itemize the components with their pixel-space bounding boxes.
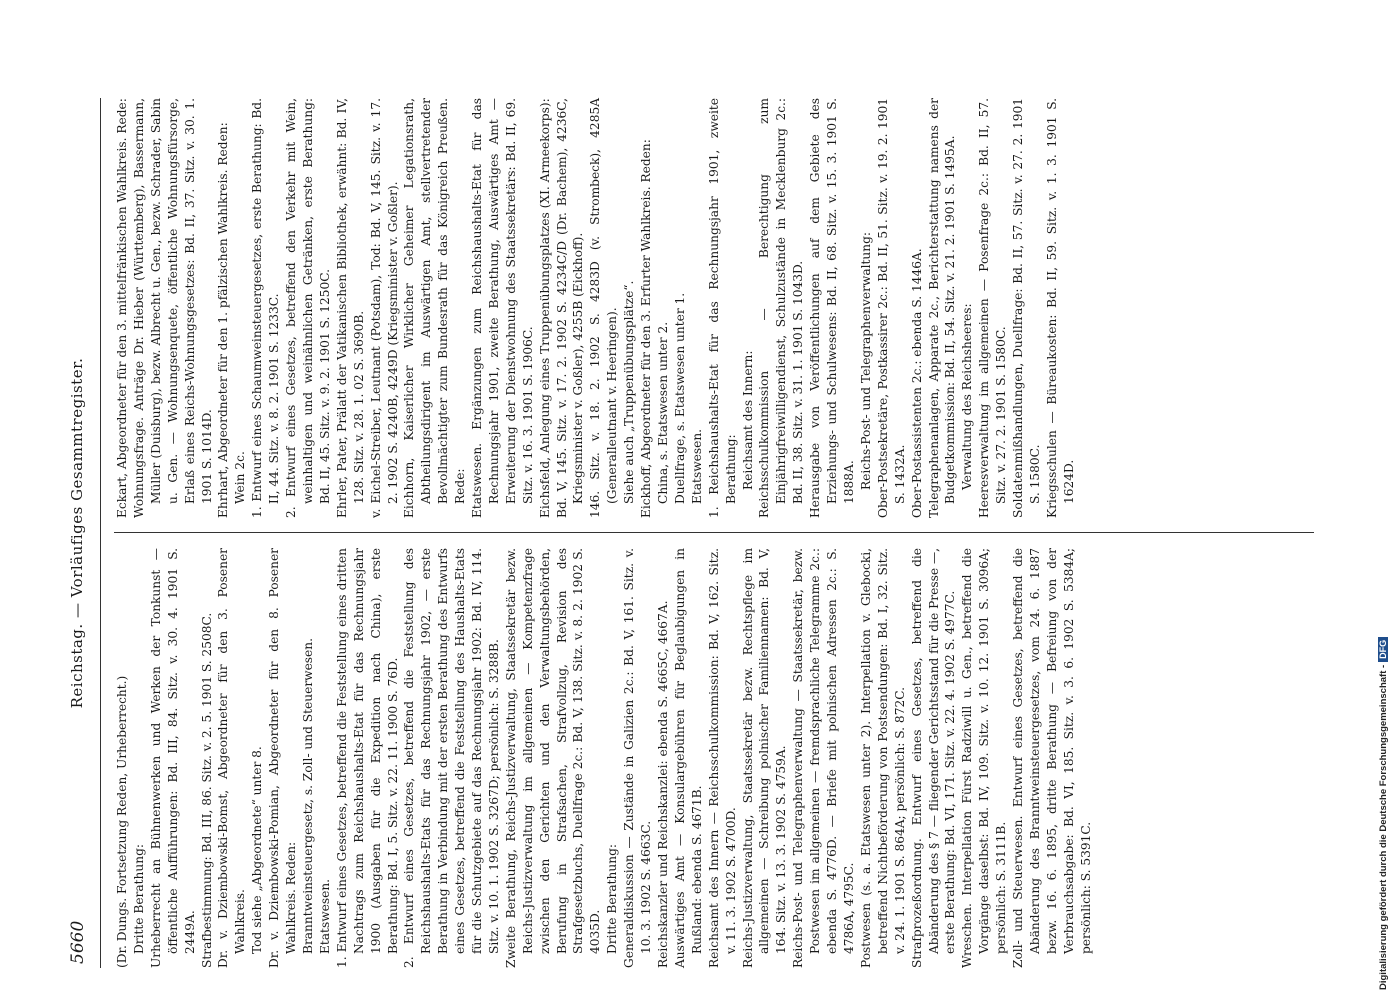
entry: Dr. v. Dziembowski-Pomian, Abgeordneter für den 8. Posener Wahlkreis. Reden:: [267, 548, 299, 968]
page-number: 5660: [68, 920, 88, 964]
entry: Wohnungsfrage. Anträge Dr. Hieber (Württemberg), Bassermann, Müller (Duisburg), bezw. Albrecht u. Gen., bezw. Schrader, Sabin u. Gen. — Wohnungsenquete, öffentliche Wohnungsfürsorge, Erlaß eines Reichs-Wohnungsgesetzes: Bd. II, 37. Sitz. v. 30. 1. 1901 S. 1014D.: [131, 98, 214, 518]
entry: Strafprozeßordnung. Entwurf eines Gesetzes, betreffend die Abänderung des § 7 — fliegender Gerichtsstand für die Presse —, erste Berathung: Bd. VI, 171. Sitz. v. 22. 4. 1902 S. 4977C.: [909, 548, 958, 968]
running-title: Reichstag. — Vorläufiges Gesammtregister.: [68, 357, 86, 709]
entry: Ehrhart, Abgeordneter für den 1. pfälzischen Wahlkreis. Reden:: [216, 122, 231, 518]
entry: Auswärtiges Amt — Konsulargebühren für Beglaubigungen in Rußland: ebenda S. 4671B.: [672, 548, 704, 968]
entry: Reichsamt des Innern:: [740, 350, 755, 490]
entry: 1. Entwurf eines Schaumweinsteuergesetzes, erste Berathung: Bd. II, 44. Sitz. v. 8. 2. 1901 S. 1233C.: [250, 98, 282, 518]
entry: 1. Entwurf eines Gesetzes, betreffend die Feststellung eines dritten Nachtrags zum Reichshaushalts-Etat für das Rechnungsjahr 1900 (Ausgaben für die Expedition nach China), erste Berathung: Bd. I, 5. Sitz. v. 22. 11. 1900 S. 76D.: [334, 548, 400, 968]
entry: Zweite Berathung, Reichs-Justizverwaltung, Staatssekretär bezw. Reichs-Justizverwaltung im allgemeinen — Kompetenzfrage zwischen den Gerichten und den Verwaltungsbehörden, Berufung in Strafsachen, Strafvollzug, Revision des Strafgesetzbuchs, Duellfrage 2c.: Bd. V, 138. Sitz. v. 8. 2. 1902 S. 4035D.: [503, 548, 603, 968]
entry: Zoll- und Steuerwesen. Entwurf eines Gesetzes, betreffend die Abänderung des Branntweinsteuergesetzes, vom 24. 6. 1887 bezw. 16. 6. 1895, dritte Berathung — Befreiung von der Verbrauchsabgabe: Bd. VI, 185. Sitz. v. 3. 6. 1902 S. 5384A; persönlich: S. 5391C.: [1011, 548, 1093, 968]
entry: Wreschen. Interpellation Fürst Radziwill u. Gen., betreffend die Vorgänge daselbst: Bd. IV, 109. Sitz. v. 10. 12. 1901 S. 3096A; persönlich: S. 3111B.: [960, 548, 1009, 968]
entry: Siehe auch „Truppenübungsplätze“.: [622, 280, 637, 504]
entry: Ober-Postsekretäre, Postkassirer 2c.: Bd. II, 51. Sitz. v. 19. 2. 1901 S. 1432A.: [875, 98, 907, 518]
entry: v. Eichel-Streiber, Leutnant (Potsdam), Tod: Bd. V, 145. Sitz. v. 17. 2. 1902 S. 4240B, 4249D (Kriegsminister v. Goßler).: [368, 98, 400, 518]
page-header: [60, 98, 100, 968]
entry: Dr. v. Dziembowski-Bomst, Abgeordneter für den 3. Posener Wahlkreis.: [216, 548, 248, 968]
header-rule: [100, 98, 101, 968]
entry: Dritte Berathung:: [131, 844, 146, 954]
entry: Herausgabe von Veröffentlichungen auf dem Gebiete des Erziehungs- und Schulwesens: Bd. II, 68. Sitz. v. 15. 3. 1901 S. 1888A.: [808, 98, 856, 518]
entry: Postwesen (s. a. Etatswesen unter 2). Interpellation v. Glebocki, betreffend Nichtbeförderung von Postsendungen: Bd. I, 32. Sitz. v. 24. 1. 1901 S. 864A; persönlich: S. 872C.: [858, 548, 907, 968]
entry: Etatswesen. Ergänzungen zum Reichshaushalts-Etat für das Rechnungsjahr 1901, zweite Berathung, Auswärtiges Amt — Erweiterung der Dienstwohnung des Staatssekretärs: Bd. II, 69. Sitz. v. 16. 3. 1901 S. 1906C.: [470, 98, 535, 518]
entry: Eickhoff, Abgeordneter für den 3. Erfurter Wahlkreis. Reden:: [639, 139, 654, 518]
entry: Kriegsschulen — Büreaukosten: Bd. II, 59. Sitz. v. 1. 3. 1901 S. 1624D.: [1044, 98, 1076, 518]
entry: Eckart, Abgeordneter für den 3. mittelfränkischen Wahlkreis. Rede:: [115, 98, 129, 518]
digitization-note: [1378, 90, 1394, 990]
entry: Etatswesen.: [689, 428, 704, 504]
entry: Duellfrage, s. Etatswesen unter 1.: [672, 292, 687, 504]
entry: Reichs-Justizverwaltung, Staatssekretär bezw. Rechtspflege im allgemeinen — Schreibung polnischer Familiennamen: Bd. V, 164. Sitz. v. 13. 3. 1902 S. 4759A.: [740, 548, 789, 968]
entry: 2. Entwurf eines Gesetzes, betreffend den Verkehr mit Wein, weinhaltigen und weinähnlichen Getränken, erste Berathung: Bd. II, 45. Sitz. v. 9. 2. 1901 S. 1250C.: [284, 98, 332, 518]
entry: Urheberrecht an Bühnenwerken und Werken der Tonkunst — öffentliche Aufführungen: Bd. III, 84. Sitz. v. 30. 4. 1901 S. 2449A.: [148, 548, 197, 968]
entry: Etatswesen.: [317, 878, 332, 954]
entry: Reichsamt des Innern — Reichsschulkommission: Bd. V, 162. Sitz. v. 11. 3. 1902 S. 4700D.: [706, 548, 738, 968]
entry: China, s. Etatswesen unter 2.: [656, 321, 670, 504]
entry: Ober-Postassistenten 2c.: ebenda S. 1446A.: [909, 248, 924, 518]
entry: 2. Entwurf eines Gesetzes, betreffend die Feststellung des Reichshaushalts-Etats für das Rechnungsjahr 1902, — erste Berathung in Verbindung mit der ersten Berathung des Entwurfs eines Gesetzes, betreffend die Feststellung des Haushalts-Etats für die Schutzgebiete auf das Rechnungsjahr 1902: Bd. IV, 114. Sitz. v. 10. 1. 1902 S. 3267D; persönlich: S. 3288B.: [402, 548, 501, 968]
entry: Wein 2c.: [233, 451, 248, 504]
entry: Eichhorn, Kaiserlicher Wirklicher Geheimer Legationsrath, Abtheilungsdirigent im Auswärtigen Amt, stellvertretender Bevollmächtigter zum Bundesrath für das Königreich Preußen. Rede:: [402, 98, 468, 518]
digitization-note-text: Digitalisierung gefördert durch die Deutsche Forschungsgemeinschaft -: [1378, 664, 1389, 990]
column-rule: [114, 532, 1314, 533]
entry: 1. Reichshaushalts-Etat für das Rechnungsjahr 1901, zweite Berathung:: [706, 98, 738, 518]
entry: Reichs-Post- und Telegraphenverwaltung:: [858, 231, 873, 490]
entry: Generaldiskussion — Zustände in Galizien 2c.: Bd. V, 161. Sitz. v. 10. 3. 1902 S. 4663C.: [622, 548, 654, 968]
entry: Verwaltung des Reichsheeres:: [960, 303, 975, 490]
entry: 146. Sitz. v. 18. 2. 1902 S. 4283D (v. Strombeck), 4285A (Generalleutnant v. Heeringen).: [588, 98, 620, 518]
entry: Reichsschulkommission — Berechtigung zum Einjährigfreiwilligendienst, Schulzustände in Mecklenburg 2c.: Bd. II, 38. Sitz. v. 31. 1. 1901 S. 1043D.: [757, 98, 806, 518]
entry: Strafbestimmung: Bd. III, 86. Sitz. v. 2. 5. 1901 S. 2508C.: [199, 612, 214, 968]
entry: Heeresverwaltung im allgemeinen — Posenfrage 2c.: Bd. II, 57. Sitz. v. 27. 2. 1901 S. 1580C.: [977, 98, 1009, 518]
right-column: [114, 98, 1078, 518]
rotated-page-content: [60, 98, 1350, 968]
entry: Dritte Berathung:: [605, 844, 620, 954]
entry: Telegraphenanlagen, Apparate 2c., Berichterstattung namens der Budgetkommission: Bd. II, 54. Sitz. v. 21. 2. 1901 S. 1495A.: [926, 98, 958, 518]
entry: Bd. V, 145. Sitz. v. 17. 2. 1902 S. 4234C/D (Dr. Bachem), 4236C, Kriegsminister v. Goßler), 4255B (Eickhoff).: [554, 98, 586, 518]
dfg-badge: DFG: [1378, 637, 1388, 662]
entry: Ehrler, Pater, Prälatt der Vatikanischen Bibliothek, erwähnt: Bd. IV, 128. Sitz. v. 28. 1. 02 S. 3690B.: [334, 98, 366, 518]
entry: Branntweinsteuergesetz, s. Zoll- und Steuerwesen.: [300, 638, 315, 954]
entry: Soldatenmißhandlungen, Duellfrage: Bd. II, 57. Sitz. v. 27. 2. 1901 S. 1580C.: [1011, 98, 1042, 518]
entry: Eichsfeld, Anlegung eines Truppenübungsplatzes (XI. Armeekorps):: [537, 98, 552, 518]
entry: (Dr. Dungs. Fortsetzung Reden, Urheberrecht.): [115, 675, 129, 968]
left-column: [114, 548, 1095, 968]
entry: Reichs-Post- und Telegraphenverwaltung — Staatssekretär, bezw. Postwesen im allgemeinen — fremdsprachliche Telegramme 2c.: ebenda S. 4776D. — Briefe mit polnischen Adressen 2c.: S. 4786A, 4795C.: [791, 548, 856, 968]
entry: Tod siehe „Abgeordnete“ unter 8.: [250, 746, 265, 954]
entry: Reichskanzler und Reichskanzlei: ebenda S. 4665C, 4667A.: [656, 600, 670, 968]
